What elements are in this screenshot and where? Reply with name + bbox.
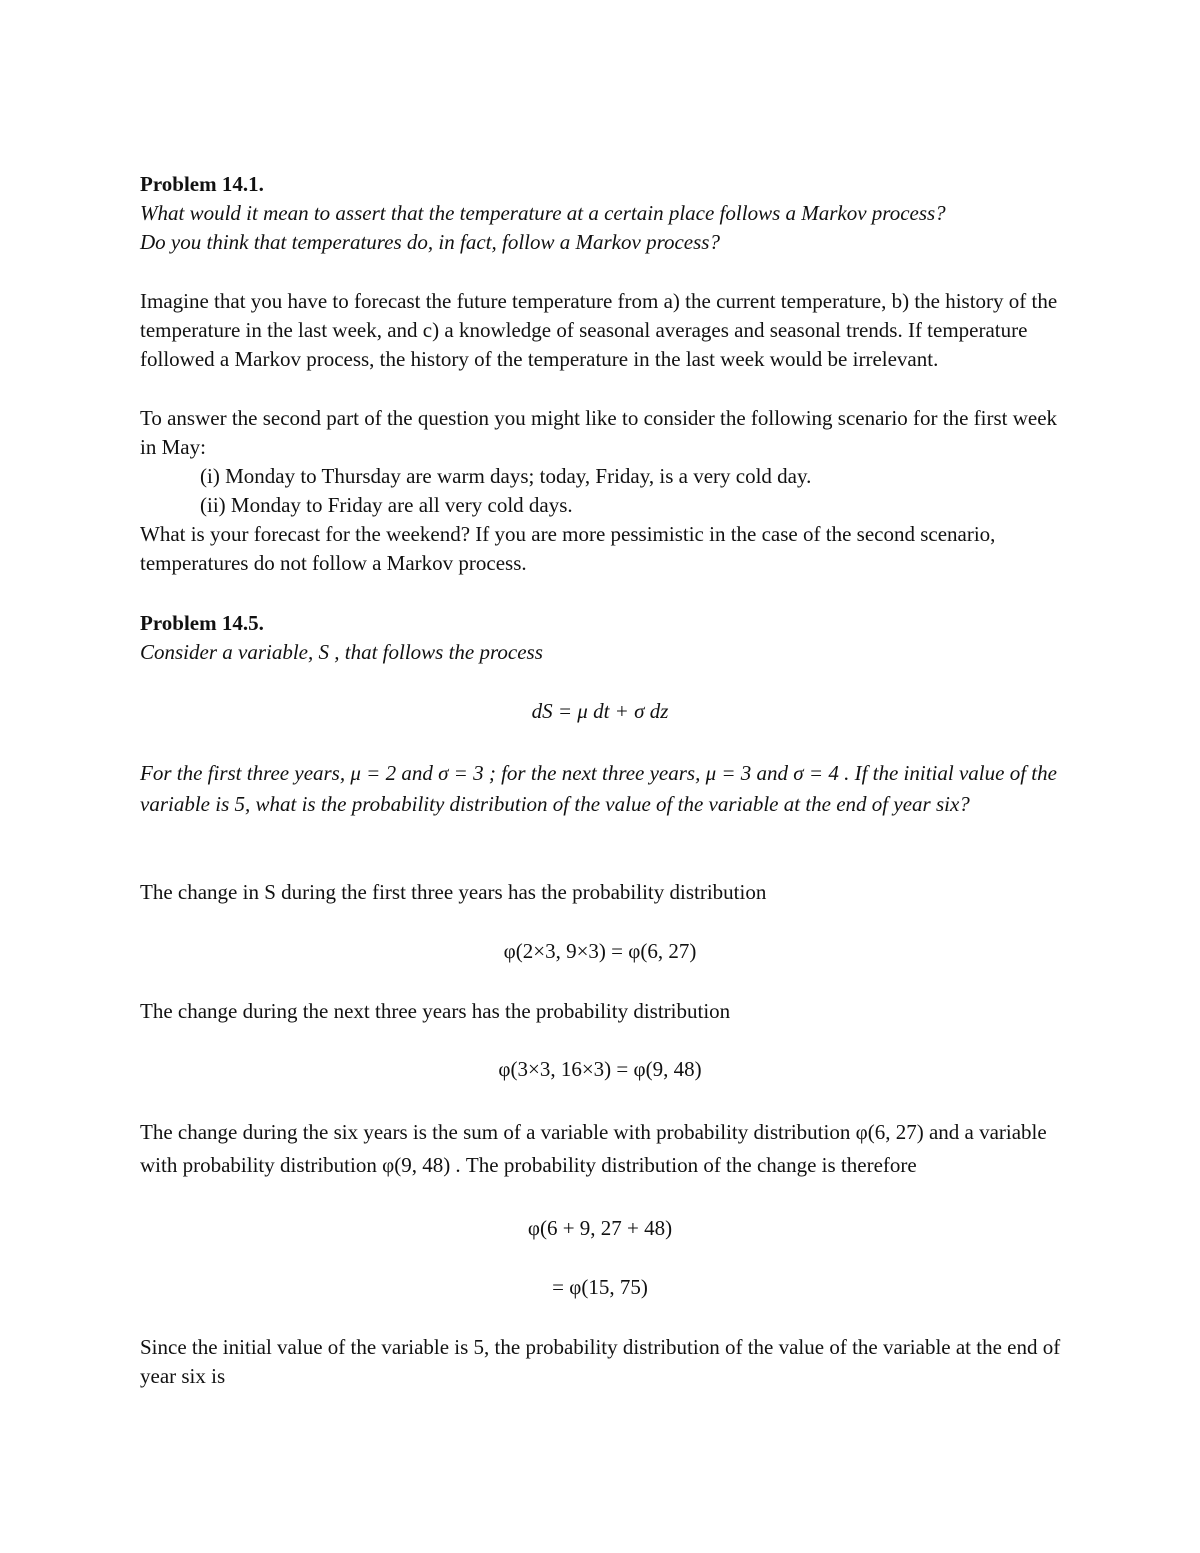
problem-14-5-question-line-1: Consider a variable, S , that follows the process bbox=[140, 640, 543, 664]
answer-paragraph-3: What is your forecast for the weekend? If you are more pessimistic in the case of the second scenario, temperatures do not follow a Markov process. bbox=[140, 522, 996, 576]
problem-14-1-heading: Problem 14.1. bbox=[140, 172, 264, 196]
problem-14-5-question-part-2: For the first three years, μ = 2 and σ = 3 ; for the next three years, μ = 3 and σ = 4 . If the initial value of the variable is 5, what is the probability distribution of the value of the variable at the end of year six? bbox=[140, 761, 1057, 816]
equation-second-distribution: φ(3×3, 16×3) = φ(9, 48) bbox=[498, 1057, 702, 1081]
solution-text-2: The change during the next three years has the probability distribution bbox=[140, 999, 731, 1023]
solution-text-4: Since the initial value of the variable is 5, the probability distribution of the value of the variable at the end of year six is bbox=[140, 1335, 1061, 1389]
question-line-2: Do you think that temperatures do, in fact, follow a Markov process? bbox=[140, 230, 720, 255]
equation-process: dS = μ dt + σ dz bbox=[531, 699, 669, 723]
answer-paragraph-2: To answer the second part of the question you might like to consider the following scenario for the first week in May: bbox=[140, 406, 1058, 460]
question-line-1: What would it mean to assert that the temperature at a certain place follows a Markov process? bbox=[140, 201, 946, 225]
equation-sum-distribution: φ(6 + 9, 27 + 48) bbox=[527, 1216, 673, 1240]
scenario-item-2: (ii) Monday to Friday are all very cold days. bbox=[200, 493, 573, 518]
equation-first-distribution: φ(2×3, 9×3) = φ(6, 27) bbox=[503, 939, 697, 963]
problem-14-5-heading: Problem 14.5. bbox=[140, 611, 264, 635]
problem-14-1-question bbox=[140, 199, 1070, 257]
solution-text-1: The change in S during the first three years has the probability distribution bbox=[140, 880, 767, 904]
scenario-item-1: (i) Monday to Thursday are warm days; today, Friday, is a very cold day. bbox=[200, 464, 812, 488]
scenario-list bbox=[140, 462, 1070, 520]
solution-text-3: The change during the six years is the sum of a variable with probability distribution φ(6, 27) and a variable with probability distribution φ(9, 48) . The probability distribution of the change is therefore bbox=[140, 1120, 1047, 1177]
equation-result-distribution: = φ(15, 75) bbox=[552, 1275, 648, 1299]
answer-paragraph-1: Imagine that you have to forecast the future temperature from a) the current temperature, b) the history of the temperature in the last week, and c) a knowledge of seasonal averages and seasonal trends. If temperature followed a Markov process, the history of the temperature in the last week would be irrelevant. bbox=[140, 289, 1058, 372]
